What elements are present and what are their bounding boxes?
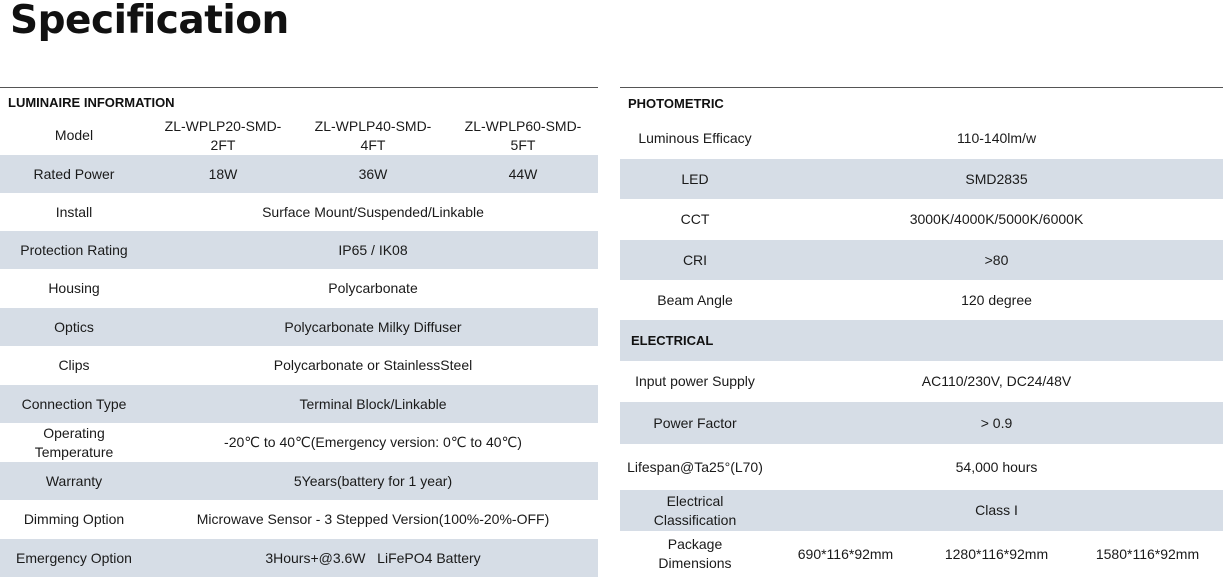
power-2ft: 18W	[208, 165, 238, 182]
package-2ft: 690*116*92mm	[797, 545, 894, 562]
row-label: Power Factor	[653, 414, 737, 431]
row-lifespan	[620, 444, 1223, 490]
row-value: > 0.9	[980, 414, 1013, 431]
row-label: Emergency Option	[16, 549, 132, 566]
model-5ft: ZL-WPLP60-SMD-5FT	[464, 117, 582, 153]
row-value: 5Years(battery for 1 year)	[293, 472, 453, 489]
row-label: Beam Angle	[657, 291, 733, 308]
row-cri	[620, 240, 1223, 280]
row-label: Dimming Option	[23, 511, 125, 527]
row-label: LED	[681, 170, 709, 187]
row-operating-temperature	[0, 423, 598, 462]
row-model	[0, 116, 598, 155]
row-value: Microwave Sensor - 3 Stepped Version(100%-20%-OFF)	[196, 511, 550, 527]
row-protection-rating	[0, 231, 598, 269]
row-value: 3Hours+@3.6W LiFePO4 Battery	[265, 549, 481, 566]
row-value: 110-140lm/w	[956, 130, 1037, 146]
model-4ft: ZL-WPLP40-SMD-4FT	[314, 117, 432, 153]
row-input-power-supply	[620, 361, 1223, 402]
row-value: SMD2835	[965, 170, 1028, 187]
row-value: 3000K/4000K/5000K/6000K	[909, 211, 1084, 227]
row-label: Model	[54, 127, 94, 143]
row-label: Lifespan@Ta25°(L70)	[627, 458, 763, 475]
row-value: Terminal Block/Linkable	[299, 395, 447, 412]
power-4ft: 36W	[358, 165, 388, 182]
luminaire-information-table	[0, 87, 598, 577]
row-label: Warranty	[45, 472, 103, 489]
row-value: >80	[984, 251, 1009, 268]
row-value: -20℃ to 40℃(Emergency version: 0℃ to 40℃)	[224, 434, 522, 450]
row-label: Clips	[58, 357, 90, 373]
row-value: Polycarbonate Milky Diffuser	[284, 318, 462, 335]
row-power-factor	[620, 402, 1223, 444]
row-warranty	[0, 462, 598, 500]
row-electrical-classification	[620, 490, 1223, 531]
row-label: CRI	[682, 251, 708, 268]
package-4ft: 1280*116*92mm	[944, 545, 1049, 562]
row-value: AC110/230V, DC24/48V	[921, 373, 1072, 389]
row-label: Connection Type	[21, 395, 127, 412]
row-label: Housing	[48, 280, 100, 296]
row-label: Package Dimensions	[658, 536, 732, 571]
row-label: CCT	[680, 211, 710, 227]
row-cct	[620, 199, 1223, 240]
row-led	[620, 159, 1223, 199]
power-5ft: 44W	[508, 165, 538, 182]
model-2ft: ZL-WPLP20-SMD-2FT	[164, 117, 282, 153]
row-label: Protection Rating	[20, 241, 128, 258]
photometric-electrical-table	[620, 87, 1223, 577]
section-header-luminaire: LUMINAIRE INFORMATION	[0, 88, 598, 116]
page-title: Specification	[10, 0, 289, 43]
package-5ft: 1580*116*92mm	[1095, 545, 1200, 562]
row-label: Operating Temperature	[34, 424, 114, 460]
row-value: 54,000 hours	[955, 458, 1038, 475]
row-clips	[0, 346, 598, 385]
row-label: Rated Power	[33, 165, 115, 182]
row-optics	[0, 308, 598, 346]
row-label: Input power Supply	[635, 373, 755, 389]
row-value: Polycarbonate or StainlessSteel	[273, 357, 473, 373]
row-housing	[0, 269, 598, 308]
row-value: IP65 / IK08	[338, 241, 408, 258]
row-beam-angle	[620, 280, 1223, 320]
row-dimming-option	[0, 500, 598, 539]
row-luminous-efficacy	[620, 118, 1223, 159]
row-value: Polycarbonate	[328, 280, 418, 296]
row-rated-power	[0, 155, 598, 193]
row-label: Electrical Classification	[653, 492, 737, 528]
section-header-electrical: ELECTRICAL	[620, 320, 1223, 361]
row-connection-type	[0, 385, 598, 423]
row-label: Luminous Efficacy	[638, 130, 752, 146]
section-header-photometric: PHOTOMETRIC	[620, 88, 1223, 118]
row-package-dimensions	[620, 531, 1223, 577]
row-value: Surface Mount/Suspended/Linkable	[262, 203, 484, 220]
row-emergency-option	[0, 539, 598, 577]
row-value: 120 degree	[961, 291, 1032, 308]
row-label: Install	[55, 203, 93, 220]
row-label: Optics	[54, 318, 94, 335]
row-value: Class I	[975, 502, 1018, 518]
row-install	[0, 193, 598, 231]
